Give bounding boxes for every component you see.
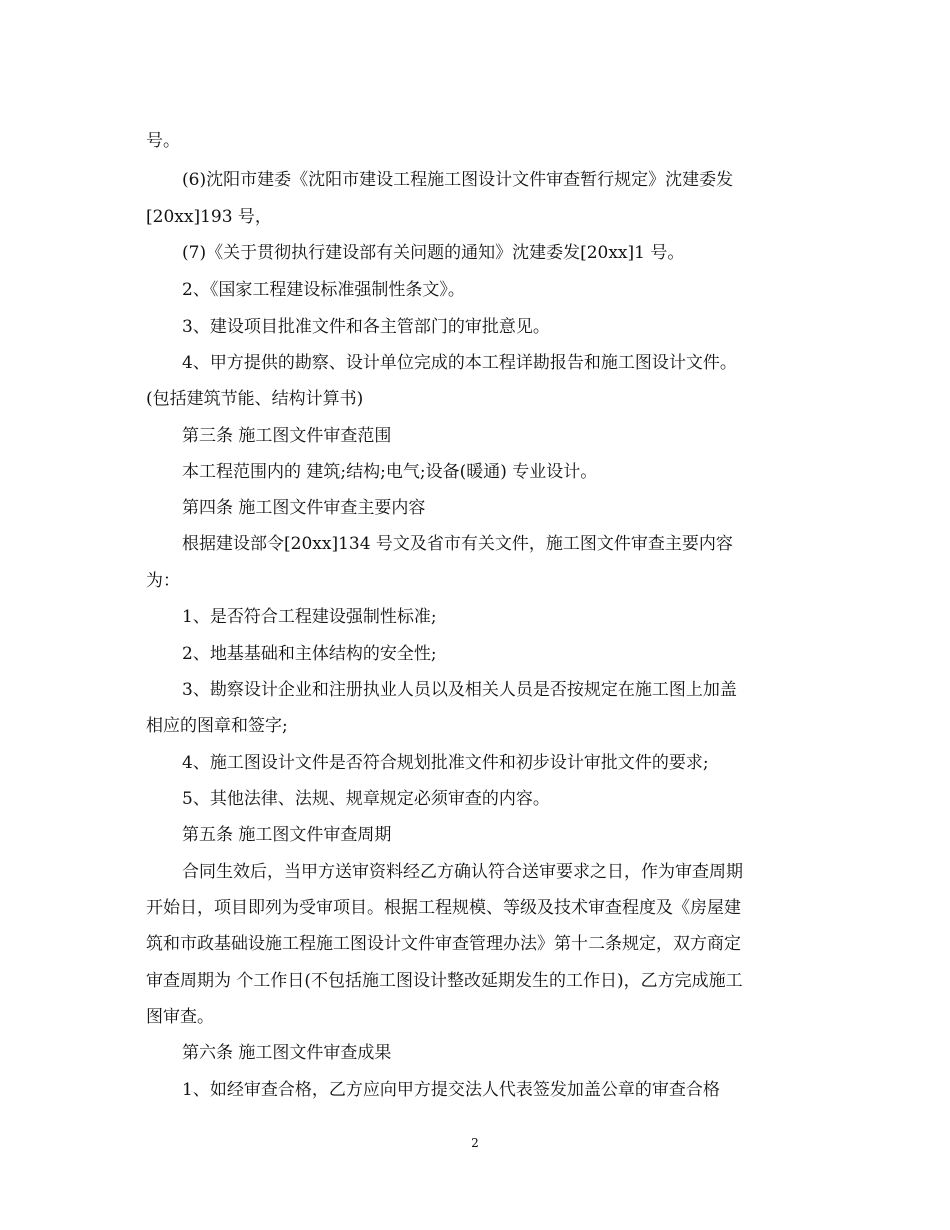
text-line: 筑和市政基础设施工程施工图设计文件审查管理办法》第十二条规定，双方商定 — [146, 934, 741, 954]
text-line: 本工程范围内的 建筑;结构;电气;设备(暖通) 专业设计。 — [182, 462, 598, 482]
list-item: 4、施工图设计文件是否符合规划批准文件和初步设计审批文件的要求; — [182, 753, 709, 773]
list-item: 5、其他法律、法规、规章规定必须审查的内容。 — [182, 789, 550, 809]
text-line: 相应的图章和签字; — [146, 716, 288, 736]
text-line: (7)《关于贯彻执行建设部有关问题的通知》沈建委发[20xx]1 号。 — [182, 243, 685, 263]
text-line: 根据建设部令[20xx]134 号文及省市有关文件，施工图文件审查主要内容 — [182, 534, 733, 554]
text-line: 号。 — [146, 131, 180, 151]
text-line: 图审查。 — [146, 1007, 214, 1027]
text-line: 审查周期为 个工作日(不包括施工图设计整改延期发生的工作日)，乙方完成施工 — [146, 971, 743, 991]
text-line: 3、建设项目批准文件和各主管部门的审批意见。 — [182, 317, 550, 337]
list-item: 1、是否符合工程建设强制性标准; — [182, 607, 437, 627]
section-heading: 第五条 施工图文件审查周期 — [182, 825, 392, 845]
text-line: [20xx]193 号， — [146, 207, 272, 227]
text-line: 2、《国家工程建设标准强制性条文》。 — [182, 280, 465, 300]
text-line: 4、甲方提供的勘察、设计单位完成的本工程详勘报告和施工图设计文件。 — [182, 353, 737, 373]
text-line: (包括建筑节能、结构计算书) — [146, 389, 364, 409]
text-line: (6)沈阳市建委《沈阳市建设工程施工图设计文件审查暂行规定》沈建委发 — [182, 170, 734, 190]
text-line: 开始日，项目即列为受审项目。根据工程规模、等级及技术审查程度及《房屋建 — [146, 898, 741, 918]
list-item: 2、地基基础和主体结构的安全性; — [182, 644, 437, 664]
section-heading: 第三条 施工图文件审查范围 — [182, 426, 392, 446]
text-line: 为： — [146, 571, 180, 591]
page-number: 2 — [471, 1136, 479, 1150]
section-heading: 第四条 施工图文件审查主要内容 — [182, 498, 426, 518]
list-item: 1、如经审查合格，乙方应向甲方提交法人代表签发加盖公章的审查合格 — [182, 1080, 720, 1100]
list-item: 3、勘察设计企业和注册执业人员以及相关人员是否按规定在施工图上加盖 — [182, 680, 737, 700]
section-heading: 第六条 施工图文件审查成果 — [182, 1043, 392, 1063]
text-line: 合同生效后，当甲方送审资料经乙方确认符合送审要求之日，作为审查周期 — [182, 862, 743, 882]
